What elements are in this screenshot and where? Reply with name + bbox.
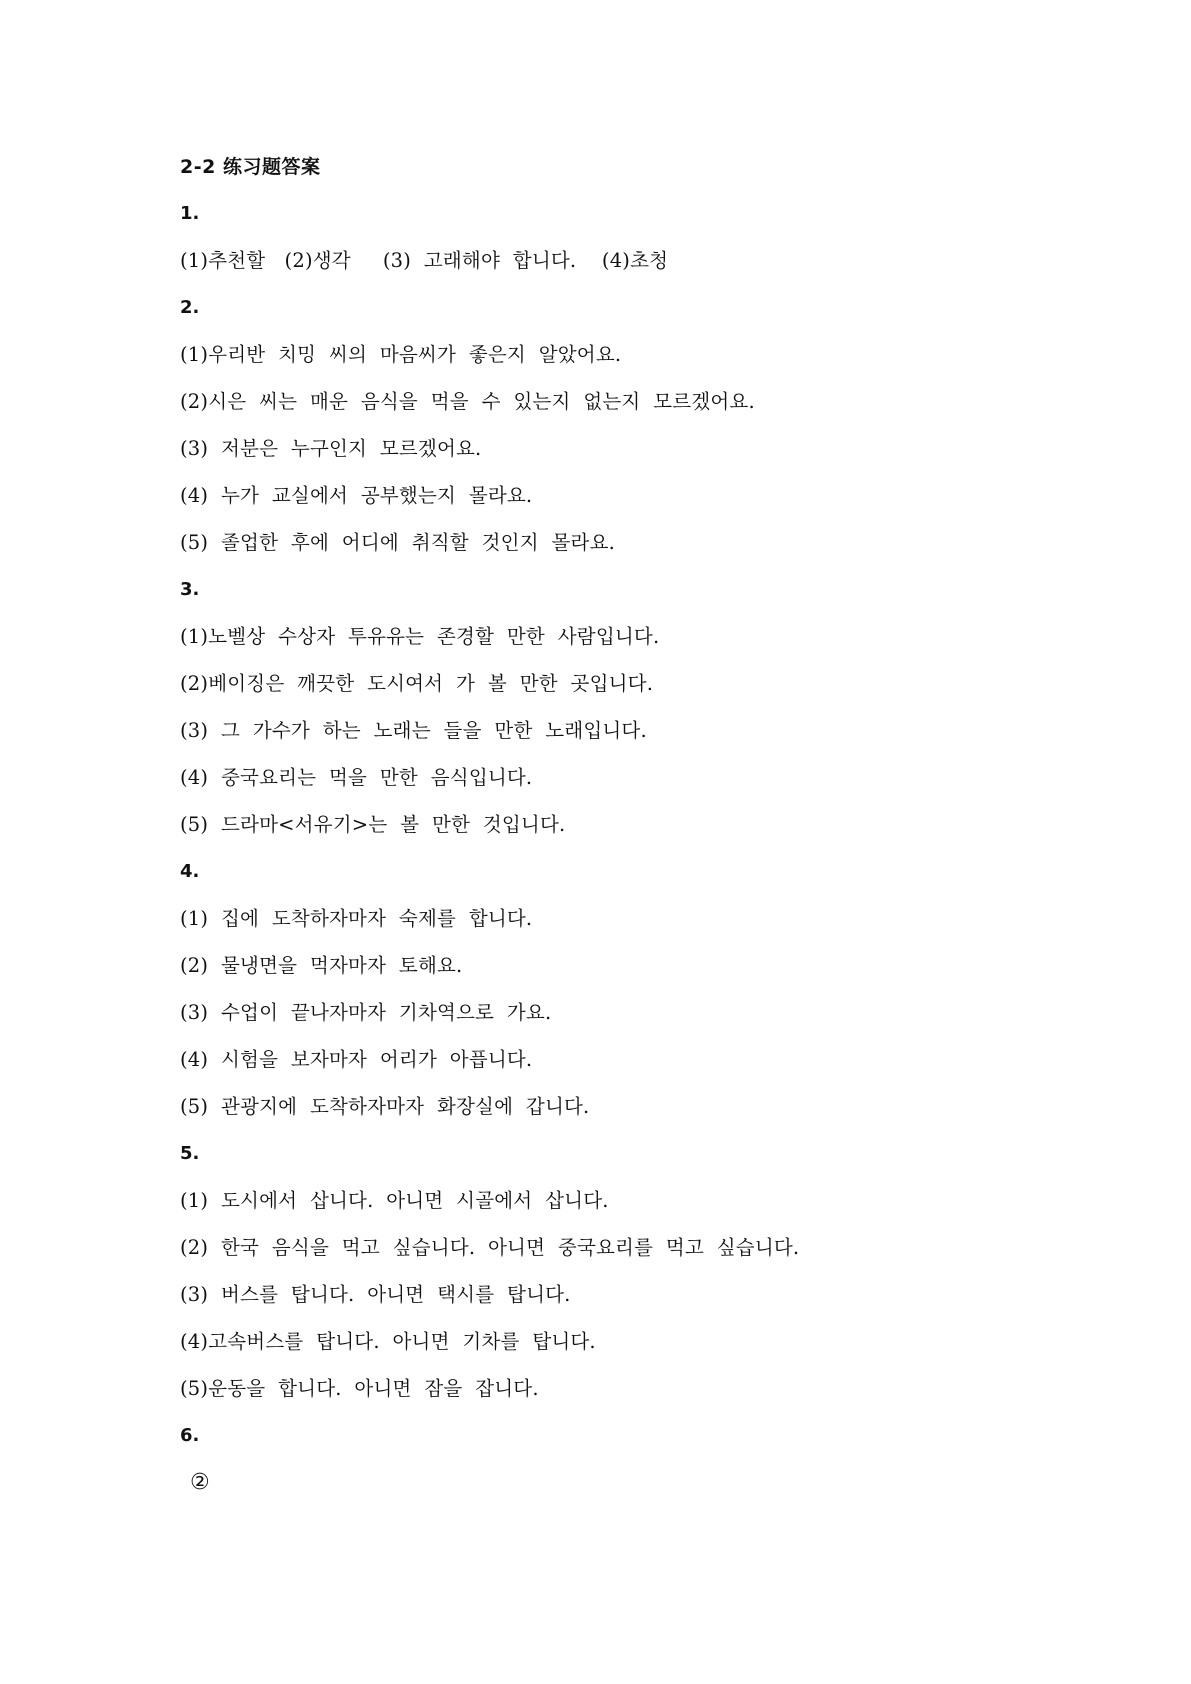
question-number-3: 3. bbox=[180, 579, 200, 600]
page-title: 2-2 练习题答案 bbox=[180, 156, 321, 178]
answer-line-2-3: (3) 저분은 누구인지 모르겠어요. bbox=[180, 437, 482, 460]
answer-line-4-3: (3) 수업이 끝나자마자 기차역으로 가요. bbox=[180, 1001, 552, 1024]
question-number-6: 6. bbox=[180, 1425, 200, 1446]
question-number-2: 2. bbox=[180, 297, 200, 318]
question-number-4: 4. bbox=[180, 861, 200, 882]
answer-line-2-1: (1)우리반 치밍 씨의 마음씨가 좋은지 알았어요. bbox=[180, 343, 622, 366]
answer-line-2-4: (4) 누가 교실에서 공부했는지 몰라요. bbox=[180, 484, 533, 507]
answer-line-4-1: (1) 집에 도착하자마자 숙제를 합니다. bbox=[180, 907, 533, 930]
answer-line-2-2: (2)시은 씨는 매운 음식을 먹을 수 있는지 없는지 모르겠어요. bbox=[180, 390, 755, 413]
question-number-1: 1. bbox=[180, 203, 200, 224]
answer-line-1-1: (1)추천할 (2)생각 (3) 고래해야 합니다. (4)초청 bbox=[180, 249, 669, 272]
answer-line-3-2: (2)베이징은 깨끗한 도시여서 가 볼 만한 곳입니다. bbox=[180, 672, 654, 695]
answer-line-5-1: (1) 도시에서 삽니다. 아니면 시골에서 삽니다. bbox=[180, 1189, 609, 1212]
answer-line-3-4: (4) 중국요리는 먹을 만한 음식입니다. bbox=[180, 766, 533, 789]
answer-line-3-3: (3) 그 가수가 하는 노래는 들을 만한 노래입니다. bbox=[180, 719, 647, 742]
answer-line-5-4: (4)고속버스를 탑니다. 아니면 기차를 탑니다. bbox=[180, 1330, 596, 1353]
answer-line-4-4: (4) 시험을 보자마자 어리가 아픕니다. bbox=[180, 1048, 533, 1071]
answer-line-5-3: (3) 버스를 탑니다. 아니면 택시를 탑니다. bbox=[180, 1283, 571, 1306]
answer-key-content bbox=[180, 152, 1080, 1515]
answer-choice-6: ② bbox=[190, 1470, 210, 1495]
answer-line-3-5: (5) 드라마<서유기>는 볼 만한 것입니다. bbox=[180, 813, 566, 836]
answer-line-5-5: (5)운동을 합니다. 아니면 잠을 잡니다. bbox=[180, 1377, 539, 1400]
answer-line-5-2: (2) 한국 음식을 먹고 싶습니다. 아니면 중국요리를 먹고 싶습니다. bbox=[180, 1236, 800, 1259]
answer-line-3-1: (1)노벨상 수상자 투유유는 존경할 만한 사람입니다. bbox=[180, 625, 660, 648]
answer-line-2-5: (5) 졸업한 후에 어디에 취직할 것인지 몰라요. bbox=[180, 531, 616, 554]
question-number-5: 5. bbox=[180, 1143, 200, 1164]
answer-line-4-5: (5) 관광지에 도착하자마자 화장실에 갑니다. bbox=[180, 1095, 590, 1118]
answer-line-4-2: (2) 물냉면을 먹자마자 토해요. bbox=[180, 954, 463, 977]
